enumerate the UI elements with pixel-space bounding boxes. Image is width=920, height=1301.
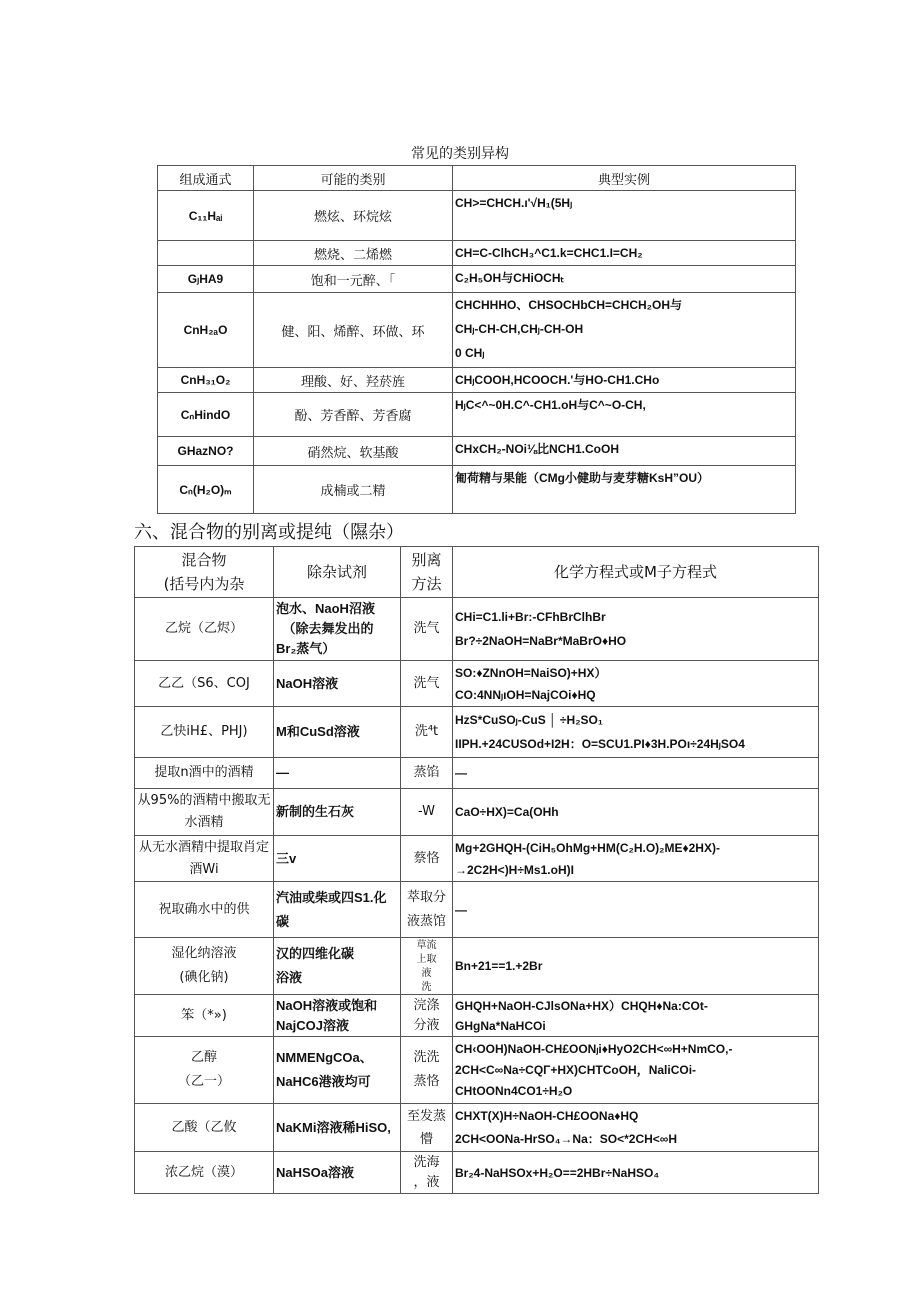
cell-line: IIPH.+24CUSOd+I2H：O=SCU1.PI♦3H.POı÷24HⱼSO4	[455, 737, 745, 751]
table-row	[158, 191, 796, 241]
cell-content	[455, 560, 816, 584]
cell-line: CHⱼCOOH,HCOOCH.'与HO-CH1.CHo	[455, 373, 660, 387]
cell-content	[403, 886, 450, 934]
cell-line: NaHSOa溶液	[276, 1164, 355, 1180]
cell-line: 泡水、NaoH沼液	[276, 601, 375, 616]
formula-cell: CₙHindO	[158, 393, 254, 437]
cell-line: 洗海	[413, 1154, 440, 1170]
mixture-cell	[135, 598, 274, 661]
cell-content	[137, 1161, 271, 1185]
method-cell	[401, 789, 453, 836]
cell-line: CHtOONn4CO1÷H₂O	[455, 1083, 573, 1098]
reagent-cell	[274, 995, 401, 1037]
table-row	[158, 437, 796, 466]
cell-content	[403, 1153, 450, 1193]
cell-line: CHxCH₂-NOi⅛比NCH1.CoOH	[455, 442, 620, 456]
cell-line: M和CuSd溶液	[276, 724, 360, 739]
cell-line: CH=C-ClhCH₃^C1.k=CHC1.I=CH₂	[455, 246, 643, 260]
cell-line: 祝取确水中的供	[158, 901, 250, 917]
method-cell	[401, 938, 453, 995]
equation-cell	[453, 707, 819, 758]
cell-line: CHCHHHO、CHSOCHbCH=CHCH₂OH与	[455, 298, 682, 312]
table-row	[135, 938, 819, 995]
reagent-cell	[274, 1037, 401, 1104]
cell-content	[137, 761, 271, 785]
table-row	[158, 466, 796, 514]
cell-line: 草流	[416, 939, 437, 951]
cell-content	[455, 954, 816, 978]
table-row	[135, 1152, 819, 1194]
formula-cell: Cₙ(H₂O)ₘ	[158, 466, 254, 514]
cell-content	[137, 1004, 271, 1028]
method-cell	[401, 707, 453, 758]
cell-line: 蒸馅	[413, 765, 440, 780]
mixture-cell	[135, 938, 274, 995]
cell-content	[276, 1046, 398, 1094]
cell-line: 混合物	[181, 551, 227, 569]
cell-line: 提取n酒中的酒精	[154, 765, 254, 780]
cell-line: NajCOJ溶液	[276, 1017, 349, 1033]
mixture-cell	[135, 836, 274, 882]
cell-line: 乙乙（S6、COJ	[158, 675, 250, 691]
method-cell	[401, 836, 453, 882]
column-header: 典型实例	[453, 166, 796, 191]
example-cell	[453, 266, 796, 293]
cell-line: 乙快iH£、PHJ)	[160, 724, 248, 739]
cell-line: 液蒸馆	[406, 913, 446, 929]
table-row	[135, 836, 819, 882]
cell-line: CHXT(X)H÷NaOH-CH£OONa♦HQ	[455, 1108, 639, 1123]
column-header	[274, 547, 401, 598]
cell-content	[403, 761, 450, 785]
reagent-cell	[274, 598, 401, 661]
cell-content	[455, 437, 793, 461]
cell-line: 别离	[411, 551, 442, 569]
cell-content	[276, 720, 398, 744]
cell-line: NaHC6港液均可	[276, 1074, 371, 1089]
cell-content	[455, 393, 793, 417]
cell-content	[403, 720, 450, 744]
example-cell	[453, 437, 796, 466]
equation-cell	[453, 661, 819, 707]
reagent-cell	[274, 882, 401, 938]
cell-content	[455, 241, 793, 265]
cell-line: GHgNa*NaHCOi	[455, 1018, 546, 1033]
table-row	[135, 707, 819, 758]
cell-content	[455, 800, 816, 824]
example-cell	[453, 466, 796, 514]
table-row	[135, 1104, 819, 1152]
class-cell: 健、阳、烯醉、环做、环	[254, 293, 453, 368]
cell-content	[137, 898, 271, 922]
table-row	[158, 241, 796, 266]
cell-content	[276, 847, 398, 871]
cell-content	[455, 761, 816, 785]
cell-line: 除杂试剂	[306, 563, 367, 581]
cell-line: 蔡恪	[413, 850, 440, 866]
cell-line: 至发蒸	[406, 1108, 446, 1124]
table-row	[135, 758, 819, 789]
cell-line: GHQH+NaOH-CJlsONa+HX）CHQH♦Na:COt-	[455, 998, 708, 1013]
cell-line: 2CH<C∞Na÷CQΓ+HX)CHTCoOH，NaliCOi-	[455, 1062, 697, 1077]
cell-line: HⱼC<^~0H.C^-CH1.oH与C^~O-CH,	[455, 398, 646, 412]
cell-content	[276, 560, 398, 584]
column-header: 可能的类别	[254, 166, 453, 191]
cell-line: HzS*CuSOⱼ-CuS │ ÷H₂SO₁	[455, 713, 603, 727]
reagent-cell	[274, 789, 401, 836]
cell-line: 汽油或柴或四S1.化	[276, 889, 387, 905]
class-cell: 酚、芳香醉、芳香腐	[254, 393, 453, 437]
method-cell	[401, 598, 453, 661]
cell-line: 液	[421, 967, 432, 979]
equation-cell	[453, 1104, 819, 1152]
cell-content	[403, 617, 450, 641]
table-row	[135, 789, 819, 836]
cell-line: CaO÷HX)=Ca(OHh	[455, 805, 559, 819]
cell-line: 笨（*»)	[181, 1007, 227, 1023]
cell-line: 从无水酒精中提取肖定	[138, 839, 269, 855]
mixture-cell	[135, 789, 274, 836]
formula-cell	[158, 241, 254, 266]
equation-cell	[453, 598, 819, 661]
cell-content	[455, 1105, 816, 1151]
cell-line: 浓乙烷（漠）	[164, 1164, 243, 1180]
example-cell	[453, 393, 796, 437]
formula-cell: C₁₁Hₐᵢ	[158, 191, 254, 241]
cell-line: 乙酸（乙攸	[171, 1119, 237, 1135]
example-cell	[453, 191, 796, 241]
class-cell: 燃炫、环烷炫	[254, 191, 453, 241]
cell-content	[403, 800, 450, 824]
cell-content	[455, 1039, 816, 1102]
cell-content	[403, 672, 450, 696]
table-row	[135, 1037, 819, 1104]
cell-content	[455, 368, 793, 392]
cell-line: CHi=C1.li+Br:-CFhBrClhBr	[455, 610, 606, 624]
cell-line: 化学方程式或M子方程式	[554, 563, 717, 581]
cell-line: 从95%的酒精中搬取无	[137, 793, 271, 808]
class-cell: 燃烧、二烯燃	[254, 241, 453, 266]
equation-cell	[453, 1152, 819, 1194]
cell-line: (括号内为杂	[163, 575, 245, 593]
cell-line: Mg+2GHQH-(CiH₅OhMg+HM(C₂H.O)₂ME♦2HX)-	[455, 840, 720, 855]
cell-line: 2CH<OONa-HrSO₄→Na：SO<*2CH<∞H	[455, 1131, 678, 1146]
cell-line: 乙烷（乙烬）	[164, 621, 243, 636]
table-row	[135, 598, 819, 661]
equation-cell	[453, 938, 819, 995]
mixture-cell	[135, 882, 274, 938]
cell-content	[455, 466, 793, 490]
section-heading: 六、混合物的别离或提纯（隰杂）	[134, 522, 404, 543]
cell-content	[137, 548, 271, 596]
cell-content	[276, 761, 398, 785]
mixture-cell	[135, 1152, 274, 1194]
cell-line: 懵	[419, 1131, 433, 1147]
reagent-cell	[274, 836, 401, 882]
cell-line: 碳	[276, 913, 290, 929]
cell-content	[137, 1046, 271, 1094]
method-cell	[401, 661, 453, 707]
cell-content	[403, 1046, 450, 1094]
cell-line: (碘化钠)	[179, 970, 229, 985]
column-header	[401, 547, 453, 598]
table-row	[158, 293, 796, 368]
reagent-cell	[274, 1152, 401, 1194]
formula-cell: CnH₂ₐO	[158, 293, 254, 368]
cell-content	[276, 672, 398, 696]
cell-line: SO:♦ZNnOH=NaiSO)+HX）	[455, 665, 607, 680]
cell-content	[455, 293, 793, 365]
cell-line: NaOH溶液	[276, 675, 339, 691]
equation-cell	[453, 1037, 819, 1104]
cell-content	[403, 1105, 450, 1151]
cell-content	[137, 837, 271, 881]
cell-content	[276, 800, 398, 824]
mixture-cell	[135, 707, 274, 758]
cell-content	[137, 617, 271, 641]
method-cell	[401, 758, 453, 789]
table-row	[135, 882, 819, 938]
table-row	[158, 368, 796, 393]
cell-line: 酒Wi	[189, 861, 219, 877]
table-row	[158, 393, 796, 437]
mixture-cell	[135, 758, 274, 789]
cell-content	[455, 1161, 816, 1185]
cell-line: C₂H₅OH与CHiOCHₜ	[455, 271, 565, 285]
cell-line: Br?÷2NaOH=NaBr*MaBrO♦HO	[455, 634, 627, 648]
method-cell	[401, 1152, 453, 1194]
cell-line: 匍荷精与果能（CMg小健助与麦芽糖KsH”OU）	[455, 471, 709, 485]
cell-content	[137, 942, 271, 990]
cell-line: 蒸恪	[413, 1074, 440, 1089]
cell-content	[276, 1161, 398, 1185]
cell-content	[455, 605, 816, 653]
cell-content	[276, 942, 398, 990]
separation-table	[134, 546, 819, 1194]
cell-content	[403, 548, 450, 596]
cell-content	[455, 266, 793, 290]
cell-line: 洗	[421, 981, 432, 993]
column-header	[135, 547, 274, 598]
cell-line: -W	[417, 804, 436, 819]
cell-line: 萃取分	[406, 889, 446, 905]
cell-content	[137, 672, 271, 696]
cell-line: 洗气	[413, 675, 440, 691]
cell-content	[455, 996, 816, 1036]
class-cell: 成楠或二精	[254, 466, 453, 514]
cell-content	[137, 1116, 271, 1140]
table-row	[158, 266, 796, 293]
cell-line: 水酒精	[184, 815, 224, 830]
class-cell: 硝然烷、软基酸	[254, 437, 453, 466]
cell-content	[403, 847, 450, 871]
cell-line: 方法	[411, 575, 442, 593]
cell-content	[276, 599, 398, 659]
equation-cell	[453, 836, 819, 882]
table-row	[135, 661, 819, 707]
cell-line: （除去舞发出的	[276, 621, 374, 636]
cell-line: 湿化纳溶液	[171, 946, 237, 961]
equation-cell	[453, 758, 819, 789]
equation-cell	[453, 882, 819, 938]
reagent-cell	[274, 938, 401, 995]
cell-line: 洗气	[413, 621, 440, 636]
class-cell: 理酸、好、羟菸旌	[254, 368, 453, 393]
mixture-cell	[135, 661, 274, 707]
cell-line: 新制的生石灰	[276, 804, 355, 819]
cell-content	[276, 1116, 398, 1140]
cell-line: 汉的四维化碳	[276, 946, 355, 961]
method-cell	[401, 995, 453, 1037]
cell-line: Bn+21==1.+2Br	[455, 959, 543, 973]
cell-content	[455, 191, 793, 215]
example-cell	[453, 368, 796, 393]
cell-content	[455, 708, 816, 756]
cell-content	[403, 996, 450, 1036]
example-cell	[453, 241, 796, 266]
cell-content	[137, 720, 271, 744]
cell-line: 乙醇	[190, 1050, 217, 1065]
cell-line: —	[276, 765, 289, 780]
cell-content	[455, 662, 816, 706]
reagent-cell	[274, 661, 401, 707]
cell-line: 三v	[276, 850, 297, 866]
cell-line: （乙一）	[177, 1074, 230, 1089]
cell-line: ，液	[413, 1174, 440, 1190]
column-header	[453, 547, 819, 598]
cell-content	[137, 790, 271, 834]
cell-line: 洗洗	[413, 1050, 440, 1065]
mixture-cell	[135, 995, 274, 1037]
reagent-cell	[274, 707, 401, 758]
method-cell	[401, 882, 453, 938]
cell-line: CO:4NNⱼıOH=NajCOi♦HQ	[455, 687, 596, 702]
cell-content	[455, 837, 816, 881]
example-cell	[453, 293, 796, 368]
cell-line: 分液	[413, 1017, 440, 1033]
formula-cell: CnH₃₁O₂	[158, 368, 254, 393]
cell-line: 洗⁴t	[414, 724, 439, 739]
class-cell: 饱和一元醉、「	[254, 266, 453, 293]
cell-line: CH>=CHCH.ı'√H₁(5Hⱼ	[455, 196, 573, 210]
cell-line: 上取	[416, 953, 437, 965]
isomer-table	[157, 165, 796, 514]
cell-line: 0 CHⱼ	[455, 346, 485, 360]
reagent-cell	[274, 1104, 401, 1152]
cell-line: 浴液	[276, 970, 303, 985]
mixture-cell	[135, 1037, 274, 1104]
method-cell	[401, 1104, 453, 1152]
formula-cell: GHazNO?	[158, 437, 254, 466]
formula-cell: GⱼHA9	[158, 266, 254, 293]
cell-line: →2C2H<)H÷Ms1.oH)I	[455, 862, 574, 877]
table-row	[135, 995, 819, 1037]
cell-line: Br₂蒸气）	[276, 641, 336, 656]
cell-line: NaKMi溶液稀HiSO,	[276, 1119, 391, 1135]
equation-cell	[453, 995, 819, 1037]
method-cell	[401, 1037, 453, 1104]
cell-line: Br₂4-NaHSOx+H₂O==2HBr÷NaHSO₄	[455, 1165, 660, 1180]
cell-line: —	[455, 766, 467, 780]
cell-line: NMMENgCOa、	[276, 1050, 373, 1065]
cell-line: CH‹OOH)NaOH-CH£OONⱼi♦HyO2CH<∞H+NmCO,-	[455, 1041, 733, 1056]
mixture-cell	[135, 1104, 274, 1152]
reagent-cell	[274, 758, 401, 789]
column-header: 组成通式	[158, 166, 254, 191]
cell-content	[276, 886, 398, 934]
cell-line: CHⱼ-CH-CH,CHⱼ-CH-OH	[455, 322, 584, 336]
cell-content	[403, 939, 450, 994]
cell-line: NaOH溶液或饱和	[276, 997, 378, 1013]
cell-content	[276, 996, 398, 1036]
cell-content	[455, 898, 816, 922]
cell-line: —	[455, 902, 467, 917]
cell-line: 浣涤	[413, 997, 440, 1013]
equation-cell	[453, 789, 819, 836]
table1-title: 常见的类别异构	[411, 146, 509, 162]
